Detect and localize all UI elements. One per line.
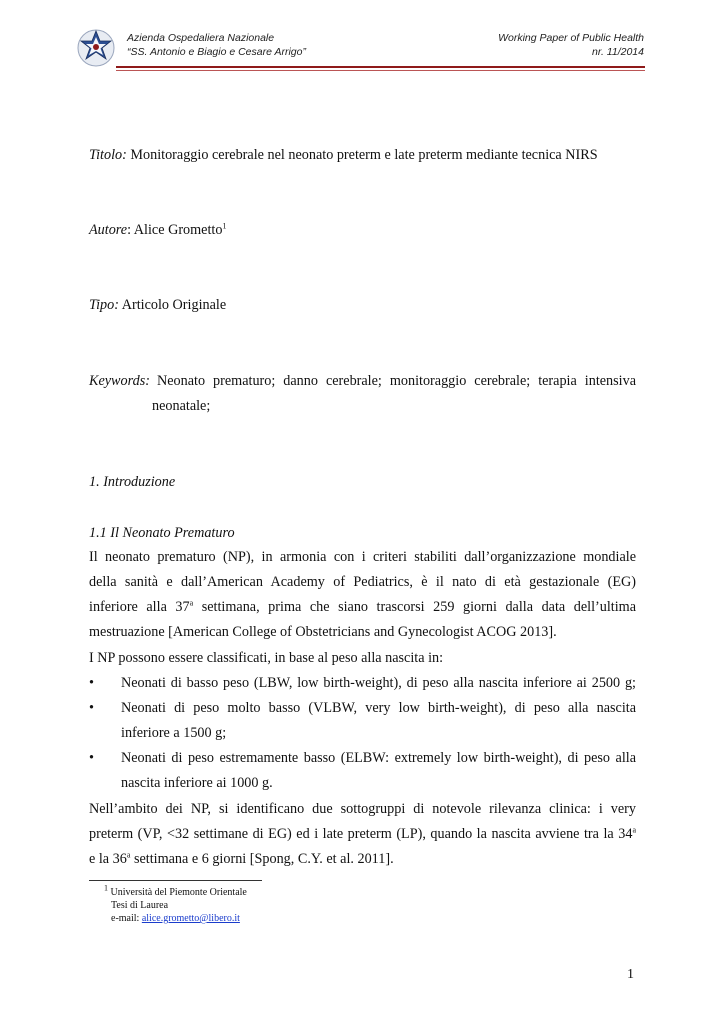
bullet-3-line-1: Neonati di peso estremamente basso (ELBW: extremely low birth-weight), di peso alla xyxy=(121,750,636,766)
bullet-1-marker: • xyxy=(89,675,94,691)
bullet-3-marker: • xyxy=(89,750,94,766)
paragraph-1-line-2: della sanità e dall’American Academy of Pediatrics, è il nato di età gestazionale (EG) xyxy=(89,574,636,590)
page-number: 1 xyxy=(627,967,634,982)
star-seal-icon xyxy=(76,28,116,68)
title-value: Monitoraggio cerebrale nel neonato preterm e late preterm mediante tecnica NIRS xyxy=(130,147,598,163)
bullet-2-marker: • xyxy=(89,700,94,716)
header-rule-thin xyxy=(116,70,645,71)
paragraph-1-line-3-b: settimana, prima che siano trascorsi 259 giorni dalla data dell’ultima xyxy=(193,599,636,615)
keywords-label: Keywords: xyxy=(89,373,150,389)
paragraph-3-line-3-a: e la 36 xyxy=(89,851,127,867)
institution-line-2: “SS. Antonio e Biagio e Cesare Arrigo” xyxy=(127,46,306,58)
footnote-email-label: e-mail: xyxy=(111,913,142,924)
title-line xyxy=(89,143,598,168)
keywords-line-1: Neonato prematuro; danno cerebrale; monitoraggio cerebrale; terapia intensiva xyxy=(157,373,636,389)
header-rule xyxy=(116,66,645,68)
footnote-line-3 xyxy=(111,912,240,925)
footnote-line-1 xyxy=(104,883,247,899)
series-number: nr. 11/2014 xyxy=(592,46,644,58)
paragraph-1-line-3-a: inferiore alla 37 xyxy=(89,599,190,615)
paragraph-1-line-1: Il neonato prematuro (NP), in armonia con i criteri stabiliti dall’organizzazione mondiale xyxy=(89,549,636,565)
paragraph-3-line-3-b: settimana e 6 giorni [Spong, C.Y. et al. 2011]. xyxy=(130,851,394,867)
author-footnote-mark: 1 xyxy=(222,221,227,231)
section-heading: 1. Introduzione xyxy=(89,474,176,490)
footnote-line-2: Tesi di Laurea xyxy=(111,900,169,911)
bullet-1-line-1: Neonati di basso peso (LBW, low birth-weight), di peso alla nascita inferiore ai 2500 g; xyxy=(121,675,636,691)
ordinal-mark: a xyxy=(189,598,194,608)
author-line xyxy=(89,218,226,243)
author-value: : Alice Grometto xyxy=(127,222,223,238)
author-email-link[interactable]: alice.grometto@libero.it xyxy=(141,913,240,924)
footnote-mark: 1 xyxy=(104,883,108,893)
subsection-heading: 1.1 Il Neonato Prematuro xyxy=(89,525,235,541)
ordinal-mark: a xyxy=(126,850,131,860)
paragraph-3-line-3 xyxy=(89,847,394,872)
institution-name xyxy=(127,31,306,59)
paragraph-2-intro: I NP possono essere classificati, in base al peso alla nascita in: xyxy=(89,650,444,666)
bullet-2-line-1: Neonati di peso molto basso (VLBW, very low birth-weight), di peso alla nascita xyxy=(121,700,636,716)
title-label: Titolo: xyxy=(89,147,127,163)
keywords-line-2: neonatale; xyxy=(152,398,211,414)
footnote-rule xyxy=(89,880,262,881)
institution-line-1: Azienda Ospedaliera Nazionale xyxy=(127,32,275,44)
paragraph-1-line-3 xyxy=(89,595,636,620)
bullet-3-line-2: nascita inferiore ai 1000 g. xyxy=(121,775,273,791)
paragraph-3-line-1: Nell’ambito dei NP, si identificano due sottogruppi di notevole rilevanza clinica: i very xyxy=(89,801,636,817)
author-label: Autore xyxy=(89,222,128,238)
series-info xyxy=(498,31,644,59)
series-name: Working Paper of Public Health xyxy=(498,32,644,44)
paragraph-3-line-2-a: preterm (VP, <32 settimane di EG) ed i late preterm (LP), quando la nascita avviene tra la 34 xyxy=(89,826,633,842)
type-label: Tipo: xyxy=(89,297,119,313)
paragraph-1-line-4: mestruazione [American College of Obstetricians and Gynecologist ACOG 2013]. xyxy=(89,624,557,640)
bullet-2-line-2: inferiore a 1500 g; xyxy=(121,725,227,741)
type-value: Articolo Originale xyxy=(121,297,227,313)
paragraph-3-line-2 xyxy=(89,822,636,847)
footnote-affiliation: Università del Piemonte Orientale xyxy=(108,887,247,898)
type-line xyxy=(89,293,226,318)
ordinal-mark: a xyxy=(632,825,636,835)
